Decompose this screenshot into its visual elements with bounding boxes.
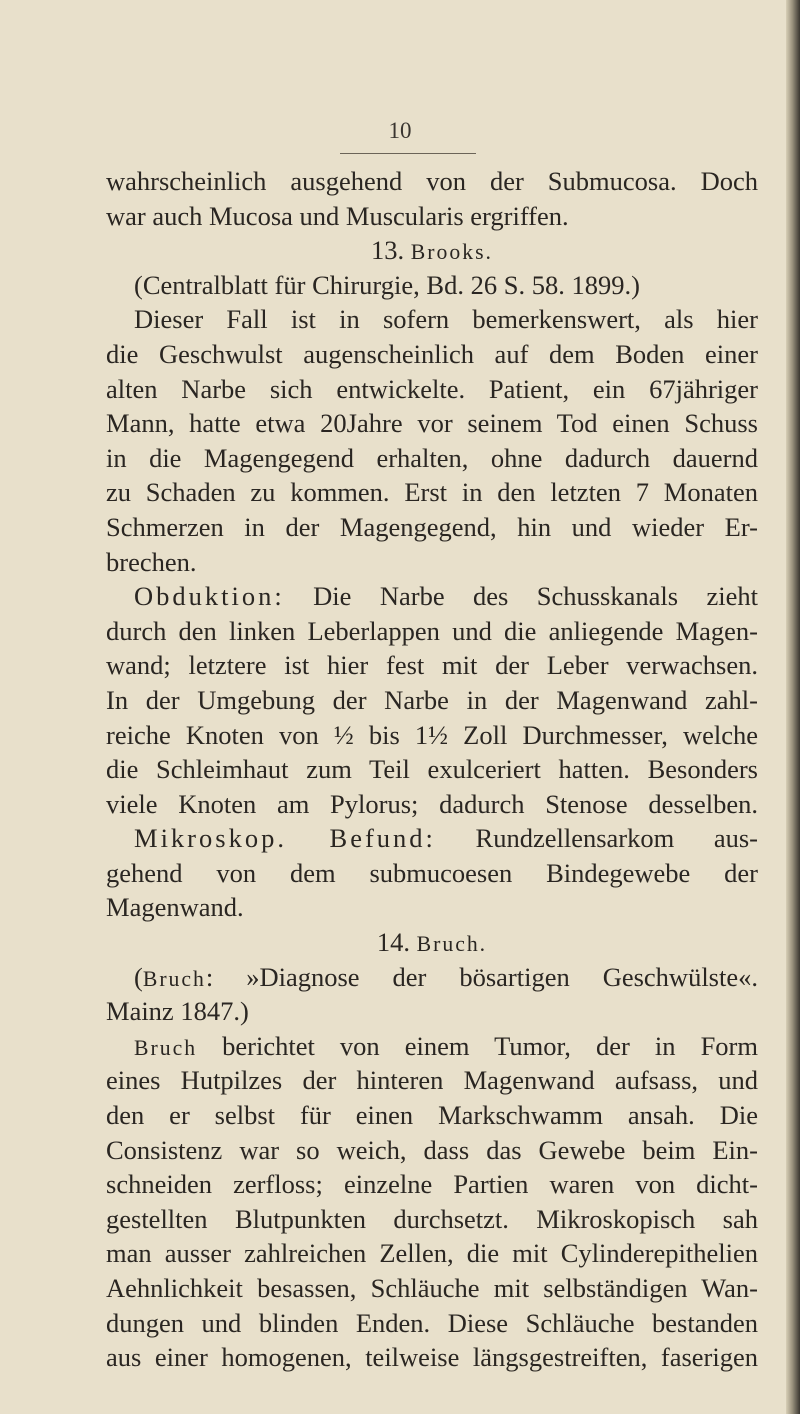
section-heading-14 [106,925,758,960]
section-author: Bruch. [416,932,488,957]
text-line: schneiden zerfloss; einzelne Partien waren von dicht- [106,1169,758,1200]
body-text [106,164,758,1375]
text-line: Mainz 1847.) [106,996,249,1027]
text-line [106,579,758,614]
text-line: aus einer homogenen, teilweise längsgestreiften, faserigen [106,1342,758,1373]
section-number: 13. [371,235,405,266]
text-line [106,1029,758,1064]
text-line: in die Magengegend erhalten, ohne dadurch dauernd [106,442,758,473]
page-edge-shadow [786,0,800,1414]
text-line: man ausser zahlreichen Zellen, die mit Cylinderepithelien [106,1238,758,1269]
section-number: 14. [376,927,410,958]
text-line: gehend von dem submucoesen Bindegewebe der [106,857,758,888]
citation-line: (Centralblatt für Chirurgie, Bd. 26 S. 58. 1899.) [134,269,640,300]
text-line: die Geschwulst augenscheinlich auf dem Boden einer [106,338,758,369]
text-line: zu Schaden zu kommen. Erst in den letzten 7 Monaten [106,477,758,508]
text-line: gestellten Blutpunkten durchsetzt. Mikroskopisch sah [106,1203,758,1234]
text-line: alten Narbe sich entwickelte. Patient, ein 67jähriger [106,373,758,404]
text-line: Magenwand. [106,892,244,923]
text-line: dungen und blinden Enden. Diese Schläuche bestanden [106,1307,758,1338]
section-heading-13 [106,233,758,268]
citation-line [106,960,758,995]
text-line [106,821,758,856]
text-line: den er selbst für einen Markschwamm ansah. Die [106,1100,758,1131]
text-line: die Schleimhaut zum Teil exulceriert hatten. Besonders [106,754,758,785]
text-line: viele Knoten am Pylorus; dadurch Stenose desselben. [106,788,758,819]
text-line: Aehnlichkeit besassen, Schläuche mit selbständigen Wan- [106,1273,758,1303]
text-line: Mann, hatte etwa 20Jahre vor seinem Tod einen Schuss [106,408,758,439]
page-number-rule [340,153,476,154]
section-author: Brooks. [410,240,493,265]
text-line: In der Umgebung der Narbe in der Magenwand zahl- [106,684,758,715]
text-line: Schmerzen in der Magengegend, hin und wieder Er- [106,511,758,542]
citation-open-paren: ( [134,961,143,992]
text-line: Consistenz war so weich, dass das Gewebe beim Ein- [106,1134,758,1165]
text-line: durch den linken Leberlappen und die anliegende Magen- [106,615,758,646]
spaced-term: Obduktion: [134,581,285,612]
text-line: brechen. [106,546,197,577]
author-smallcaps: Bruch [142,966,206,991]
text-line: wand; letztere ist hier fest mit der Leber verwachsen. [106,650,758,681]
text-line: eines Hutpilzes der hinteren Magenwand aufsass, und [106,1065,758,1096]
text-line: wahrscheinlich ausgehend von der Submucosa. Doch [106,166,758,196]
page-number: 10 [388,118,412,143]
line-rest: : »Diagnose der bösartigen Geschwülste«. [205,961,758,992]
line-rest: Die Narbe des Schusskanals zieht [284,581,758,612]
text-line: Dieser Fall ist in sofern bemerkenswert, als hier [134,304,758,335]
line-rest: Rundzellensarkom aus- [435,823,758,854]
text-line: reiche Knoten von ½ bis 1½ Zoll Durchmesser, welche [106,719,758,750]
spaced-term: Mikroskop. Befund: [134,823,436,854]
line-rest: berichtet von einem Tumor, der in Form [197,1030,758,1061]
author-smallcaps: Bruch [134,1035,198,1060]
text-line: war auch Mucosa und Muscularis ergriffen. [106,200,569,231]
